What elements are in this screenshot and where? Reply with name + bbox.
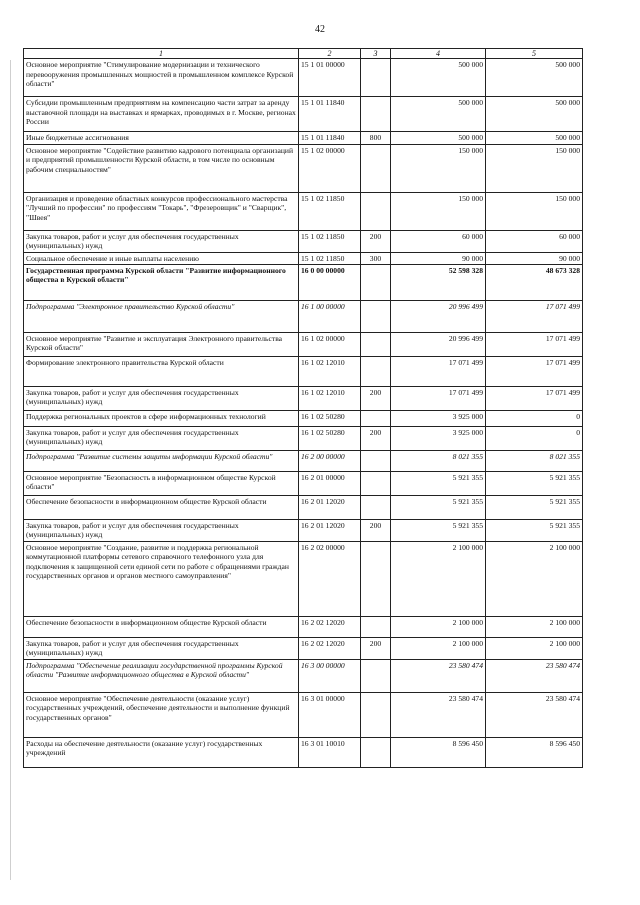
row-amount-year1-cell: 150 000 [391,144,486,192]
row-code-cell: 15 1 01 11840 [299,97,361,132]
row-code-cell: 16 1 02 50280 [299,411,361,427]
row-amount-year2-cell: 2 100 000 [486,542,583,617]
row-amount-year1-cell: 17 071 499 [391,357,486,387]
row-code-cell: 15 1 02 00000 [299,144,361,192]
row-name-cell: Основное мероприятие "Обеспечение деятельности (оказание услуг) государственных учреждений, обеспечение деятельности и выполнение функций государственных органов" [24,692,299,737]
row-name-cell: Закупка товаров, работ и услуг для обеспечения государственных (муниципальных) нужд [24,427,299,451]
table-row [24,132,583,144]
row-expense-type-cell: 200 [361,387,391,411]
row-name-cell: Основное мероприятие "Создание, развитие и поддержка региональной коммутационной платформы сетевого справочного телефонного узла для подключения к защищенной сети единой сети по работе с обращениями граждан государственных органов и органов местного самоуправления" [24,542,299,617]
row-name-cell: Иные бюджетные ассигнования [24,132,299,144]
row-amount-year2-cell: 5 921 355 [486,496,583,520]
table-row [24,97,583,132]
row-expense-type-cell [361,692,391,737]
row-name-cell: Субсидии промышленным предприятиям на компенсацию части затрат за аренду выставочной площади на выставках и ярмарках, проводимых в г. Москве, регионах России [24,97,299,132]
row-expense-type-cell: 200 [361,427,391,451]
row-amount-year1-cell: 500 000 [391,132,486,144]
row-name-cell: Обеспечение безопасности в информационном обществе Курской области [24,617,299,638]
row-code-cell: 16 3 00 00000 [299,659,361,692]
row-amount-year1-cell: 17 071 499 [391,387,486,411]
table-row [24,638,583,660]
row-name-cell: Подпрограмма "Обеспечение реализации государственной программы Курской области "Развитие информационного общества в Курской области" [24,659,299,692]
row-code-cell: 15 1 02 11850 [299,230,361,252]
row-name-cell: Подпрограмма "Электронное правительство Курской области" [24,301,299,333]
row-expense-type-cell: 200 [361,230,391,252]
row-amount-year2-cell: 0 [486,427,583,451]
row-amount-year2-cell: 17 071 499 [486,301,583,333]
row-amount-year2-cell: 17 071 499 [486,387,583,411]
row-name-cell: Основное мероприятие "Содействие развитию кадрового потенциала организаций и предприятий промышленности Курской области, в том числе по основным рабочим специальностям" [24,144,299,192]
row-name-cell: Закупка товаров, работ и услуг для обеспечения государственных (муниципальных) нужд [24,638,299,660]
row-name-cell: Основное мероприятие "Безопасность в информационном обществе Курской области" [24,472,299,496]
row-code-cell: 16 2 02 12020 [299,617,361,638]
table-row [24,265,583,301]
row-name-cell: Закупка товаров, работ и услуг для обеспечения государственных (муниципальных) нужд [24,520,299,542]
table-body [24,49,583,768]
row-amount-year2-cell: 2 100 000 [486,617,583,638]
table-row [24,357,583,387]
row-expense-type-cell [361,357,391,387]
row-expense-type-cell [361,496,391,520]
table-row [24,192,583,230]
row-amount-year1-cell: 8 596 450 [391,737,486,767]
row-amount-year1-cell: 52 598 328 [391,265,486,301]
row-amount-year2-cell: 5 921 355 [486,472,583,496]
table-row [24,451,583,472]
row-expense-type-cell [361,451,391,472]
row-expense-type-cell: 300 [361,252,391,264]
row-amount-year2-cell: 150 000 [486,192,583,230]
row-name-cell: Основное мероприятие "Стимулирование модернизации и технического перевооружения промышленных мощностей в промышленном комплексе Курской области" [24,59,299,97]
row-amount-year1-cell: 8 021 355 [391,451,486,472]
row-code-cell: 16 1 02 12010 [299,387,361,411]
row-expense-type-cell [361,737,391,767]
row-amount-year2-cell: 17 071 499 [486,357,583,387]
row-amount-year2-cell: 0 [486,411,583,427]
row-amount-year2-cell: 23 580 474 [486,659,583,692]
row-code-cell: 16 2 02 00000 [299,542,361,617]
row-code-cell: 16 2 00 00000 [299,451,361,472]
row-amount-year1-cell: 2 100 000 [391,638,486,660]
row-expense-type-cell [361,617,391,638]
table-row [24,659,583,692]
row-name-cell: Закупка товаров, работ и услуг для обеспечения государственных (муниципальных) нужд [24,387,299,411]
row-amount-year1-cell: 3 925 000 [391,427,486,451]
row-amount-year1-cell: 90 000 [391,252,486,264]
table-row [24,387,583,411]
row-amount-year1-cell: 5 921 355 [391,496,486,520]
row-expense-type-cell [361,472,391,496]
row-name-cell: Подпрограмма "Развитие системы защиты информации Курской области" [24,451,299,472]
row-amount-year2-cell: 60 000 [486,230,583,252]
row-expense-type-cell [361,411,391,427]
row-amount-year1-cell: 5 921 355 [391,520,486,542]
row-code-cell: 16 2 01 12020 [299,496,361,520]
column-header: 2 [299,49,361,59]
table-row [24,59,583,97]
table-row [24,252,583,264]
row-amount-year2-cell: 5 921 355 [486,520,583,542]
table-row [24,411,583,427]
row-amount-year2-cell: 48 673 328 [486,265,583,301]
row-code-cell: 16 1 02 12010 [299,357,361,387]
table-row [24,472,583,496]
table-row [24,520,583,542]
row-name-cell: Основное мероприятие "Развитие и эксплуатация Электронного правительства Курской области" [24,333,299,357]
row-code-cell: 16 2 02 12020 [299,638,361,660]
row-expense-type-cell: 200 [361,638,391,660]
row-amount-year1-cell: 20 996 499 [391,301,486,333]
scan-margin-line [10,60,11,880]
table-row [24,144,583,192]
row-amount-year1-cell: 150 000 [391,192,486,230]
row-name-cell: Социальное обеспечение и иные выплаты населению [24,252,299,264]
budget-table [23,48,583,768]
row-expense-type-cell [361,144,391,192]
row-expense-type-cell [361,265,391,301]
row-expense-type-cell: 800 [361,132,391,144]
row-name-cell: Организация и проведение областных конкурсов профессионального мастерства "Лучший по профессии" по профессиям "Токарь", "Фрезеровщик" и "Сварщик", "Швея" [24,192,299,230]
row-amount-year1-cell: 23 580 474 [391,659,486,692]
row-amount-year1-cell: 23 580 474 [391,692,486,737]
column-header: 3 [361,49,391,59]
row-name-cell: Поддержка региональных проектов в сфере информационных технологий [24,411,299,427]
row-expense-type-cell: 200 [361,520,391,542]
row-code-cell: 16 2 01 12020 [299,520,361,542]
row-amount-year2-cell: 2 100 000 [486,638,583,660]
row-expense-type-cell [361,301,391,333]
table-row [24,496,583,520]
row-code-cell: 15 1 01 11840 [299,132,361,144]
column-header: 1 [24,49,299,59]
row-amount-year2-cell: 500 000 [486,59,583,97]
row-expense-type-cell [361,59,391,97]
row-expense-type-cell [361,542,391,617]
row-amount-year2-cell: 23 580 474 [486,692,583,737]
row-name-cell: Обеспечение безопасности в информационном обществе Курской области [24,496,299,520]
row-amount-year2-cell: 17 071 499 [486,333,583,357]
row-amount-year1-cell: 60 000 [391,230,486,252]
row-amount-year1-cell: 3 925 000 [391,411,486,427]
column-header: 4 [391,49,486,59]
row-code-cell: 15 1 02 11850 [299,192,361,230]
row-amount-year1-cell: 500 000 [391,59,486,97]
table-row [24,617,583,638]
row-expense-type-cell [361,97,391,132]
row-amount-year1-cell: 20 996 499 [391,333,486,357]
table-row [24,230,583,252]
row-amount-year2-cell: 8 021 355 [486,451,583,472]
table-row [24,692,583,737]
table-row [24,333,583,357]
row-amount-year2-cell: 90 000 [486,252,583,264]
page-number: 42 [315,24,325,35]
row-amount-year1-cell: 5 921 355 [391,472,486,496]
row-amount-year2-cell: 500 000 [486,97,583,132]
row-amount-year2-cell: 150 000 [486,144,583,192]
row-code-cell: 16 1 02 50280 [299,427,361,451]
row-amount-year1-cell: 2 100 000 [391,617,486,638]
row-name-cell: Государственная программа Курской области "Развитие информационного общества в Курской области" [24,265,299,301]
table-row [24,427,583,451]
row-code-cell: 16 1 02 00000 [299,333,361,357]
row-expense-type-cell [361,659,391,692]
row-amount-year2-cell: 8 596 450 [486,737,583,767]
table-row [24,301,583,333]
row-code-cell: 16 3 01 00000 [299,692,361,737]
row-expense-type-cell [361,333,391,357]
row-code-cell: 16 1 00 00000 [299,301,361,333]
row-code-cell: 15 1 01 00000 [299,59,361,97]
row-name-cell: Закупка товаров, работ и услуг для обеспечения государственных (муниципальных) нужд [24,230,299,252]
table-row [24,542,583,617]
row-name-cell: Расходы на обеспечение деятельности (оказание услуг) государственных учреждений [24,737,299,767]
row-name-cell: Формирование электронного правительства Курской области [24,357,299,387]
table-header-row [24,49,583,59]
row-code-cell: 16 0 00 00000 [299,265,361,301]
row-amount-year1-cell: 500 000 [391,97,486,132]
row-amount-year2-cell: 500 000 [486,132,583,144]
row-code-cell: 16 3 01 10010 [299,737,361,767]
row-amount-year1-cell: 2 100 000 [391,542,486,617]
row-code-cell: 16 2 01 00000 [299,472,361,496]
row-expense-type-cell [361,192,391,230]
table-row [24,737,583,767]
column-header: 5 [486,49,583,59]
row-code-cell: 15 1 02 11850 [299,252,361,264]
